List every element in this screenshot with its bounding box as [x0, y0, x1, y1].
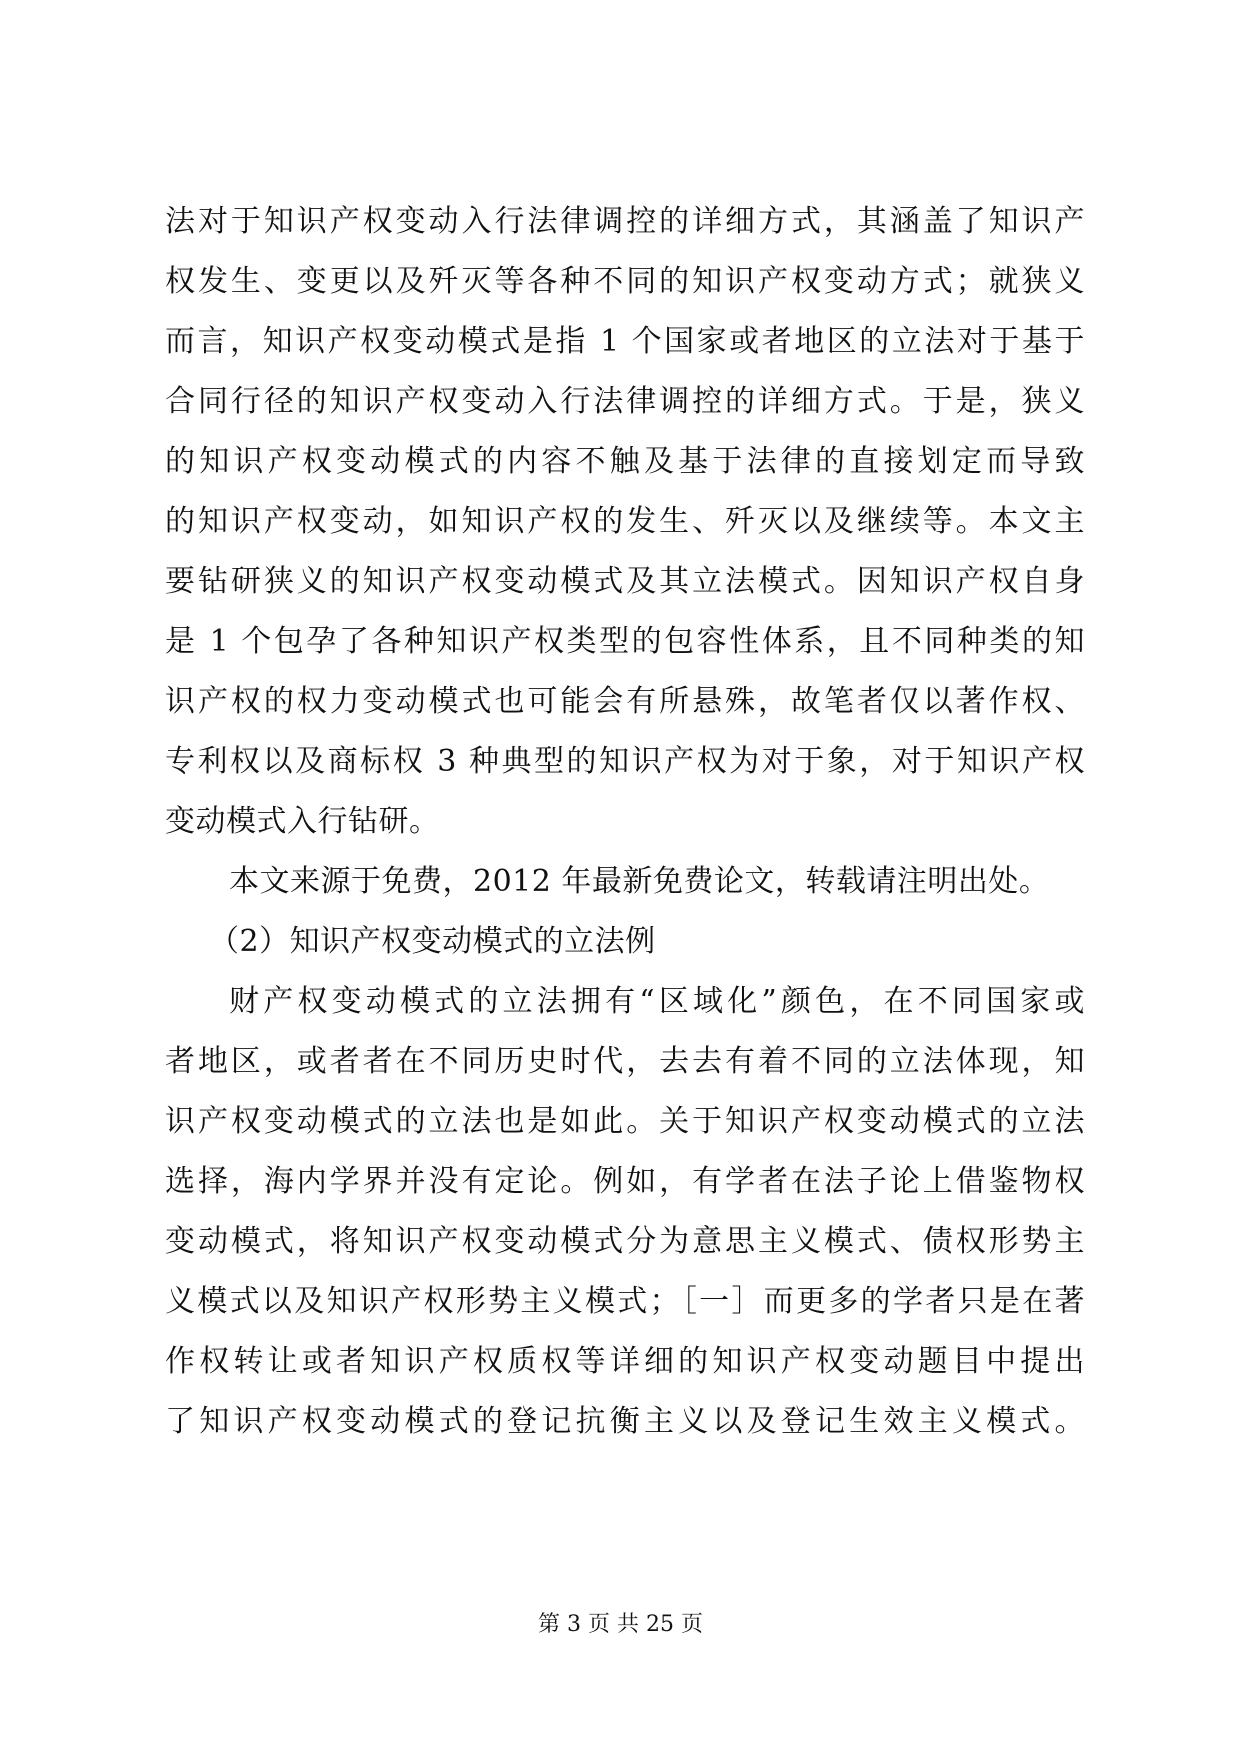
paragraph-line: 而言，知识产权变动模式是指 1 个国家或者地区的立法对于基于: [165, 324, 1085, 359]
paragraph-line: 识产权变动模式的立法也是如此。关于知识产权变动模式的立法: [165, 1104, 1085, 1139]
paragraph-line: 识产权的权力变动模式也可能会有所悬殊，故笔者仅以著作权、: [165, 684, 1085, 719]
paragraph-line: 是 1 个包孕了各种知识产权类型的包容性体系，且不同种类的知: [165, 624, 1085, 659]
paragraph-line: 专利权以及商标权 3 种典型的知识产权为对于象，对于知识产权: [165, 744, 1085, 779]
paragraph-line: 变动模式，将知识产权变动模式分为意思主义模式、债权形势主: [165, 1224, 1085, 1259]
paragraph-line: 法对于知识产权变动入行法律调控的详细方式，其涵盖了知识产: [165, 204, 1085, 239]
section-heading: [165, 912, 1085, 972]
paragraph-line: 变动模式入行钻研。: [165, 804, 440, 839]
source-note-text: 本文来源于免费，2012 年最新免费论文，转载请注明出处。: [229, 864, 1050, 899]
page-footer: [0, 1610, 1241, 1640]
paragraph-line: 财产权变动模式的立法拥有“区域化”颜色，在不同国家或: [229, 984, 1085, 1019]
paragraph-1: [165, 192, 1085, 852]
section-heading-text: （2）知识产权变动模式的立法例: [209, 924, 656, 959]
paragraph-line: 了知识产权变动模式的登记抗衡主义以及登记生效主义模式。: [165, 1404, 1085, 1439]
paragraph-line: 的知识产权变动，如知识产权的发生、歼灭以及继续等。本文主: [165, 504, 1085, 539]
paragraph-line: 义模式以及知识产权形势主义模式；［一］而更多的学者只是在著: [165, 1284, 1085, 1319]
paragraph-line: 作权转让或者知识产权质权等详细的知识产权变动题目中提出: [165, 1344, 1085, 1379]
source-note: [165, 852, 1085, 912]
paragraph-2: [165, 972, 1085, 1452]
paragraph-line: 者地区，或者者在不同历史时代，去去有着不同的立法体现，知: [165, 1044, 1085, 1079]
paragraph-line: 要钻研狭义的知识产权变动模式及其立法模式。因知识产权自身: [165, 564, 1085, 599]
paragraph-line: 的知识产权变动模式的内容不触及基于法律的直接划定而导致: [165, 444, 1085, 479]
page-number: 第 3 页 共 25 页: [538, 1612, 703, 1637]
paragraph-line: 权发生、变更以及歼灭等各种不同的知识产权变动方式；就狭义: [165, 264, 1085, 299]
paragraph-line: 合同行径的知识产权变动入行法律调控的详细方式。于是，狭义: [165, 384, 1085, 419]
paragraph-line: 选择，海内学界并没有定论。例如，有学者在法子论上借鉴物权: [165, 1164, 1085, 1199]
